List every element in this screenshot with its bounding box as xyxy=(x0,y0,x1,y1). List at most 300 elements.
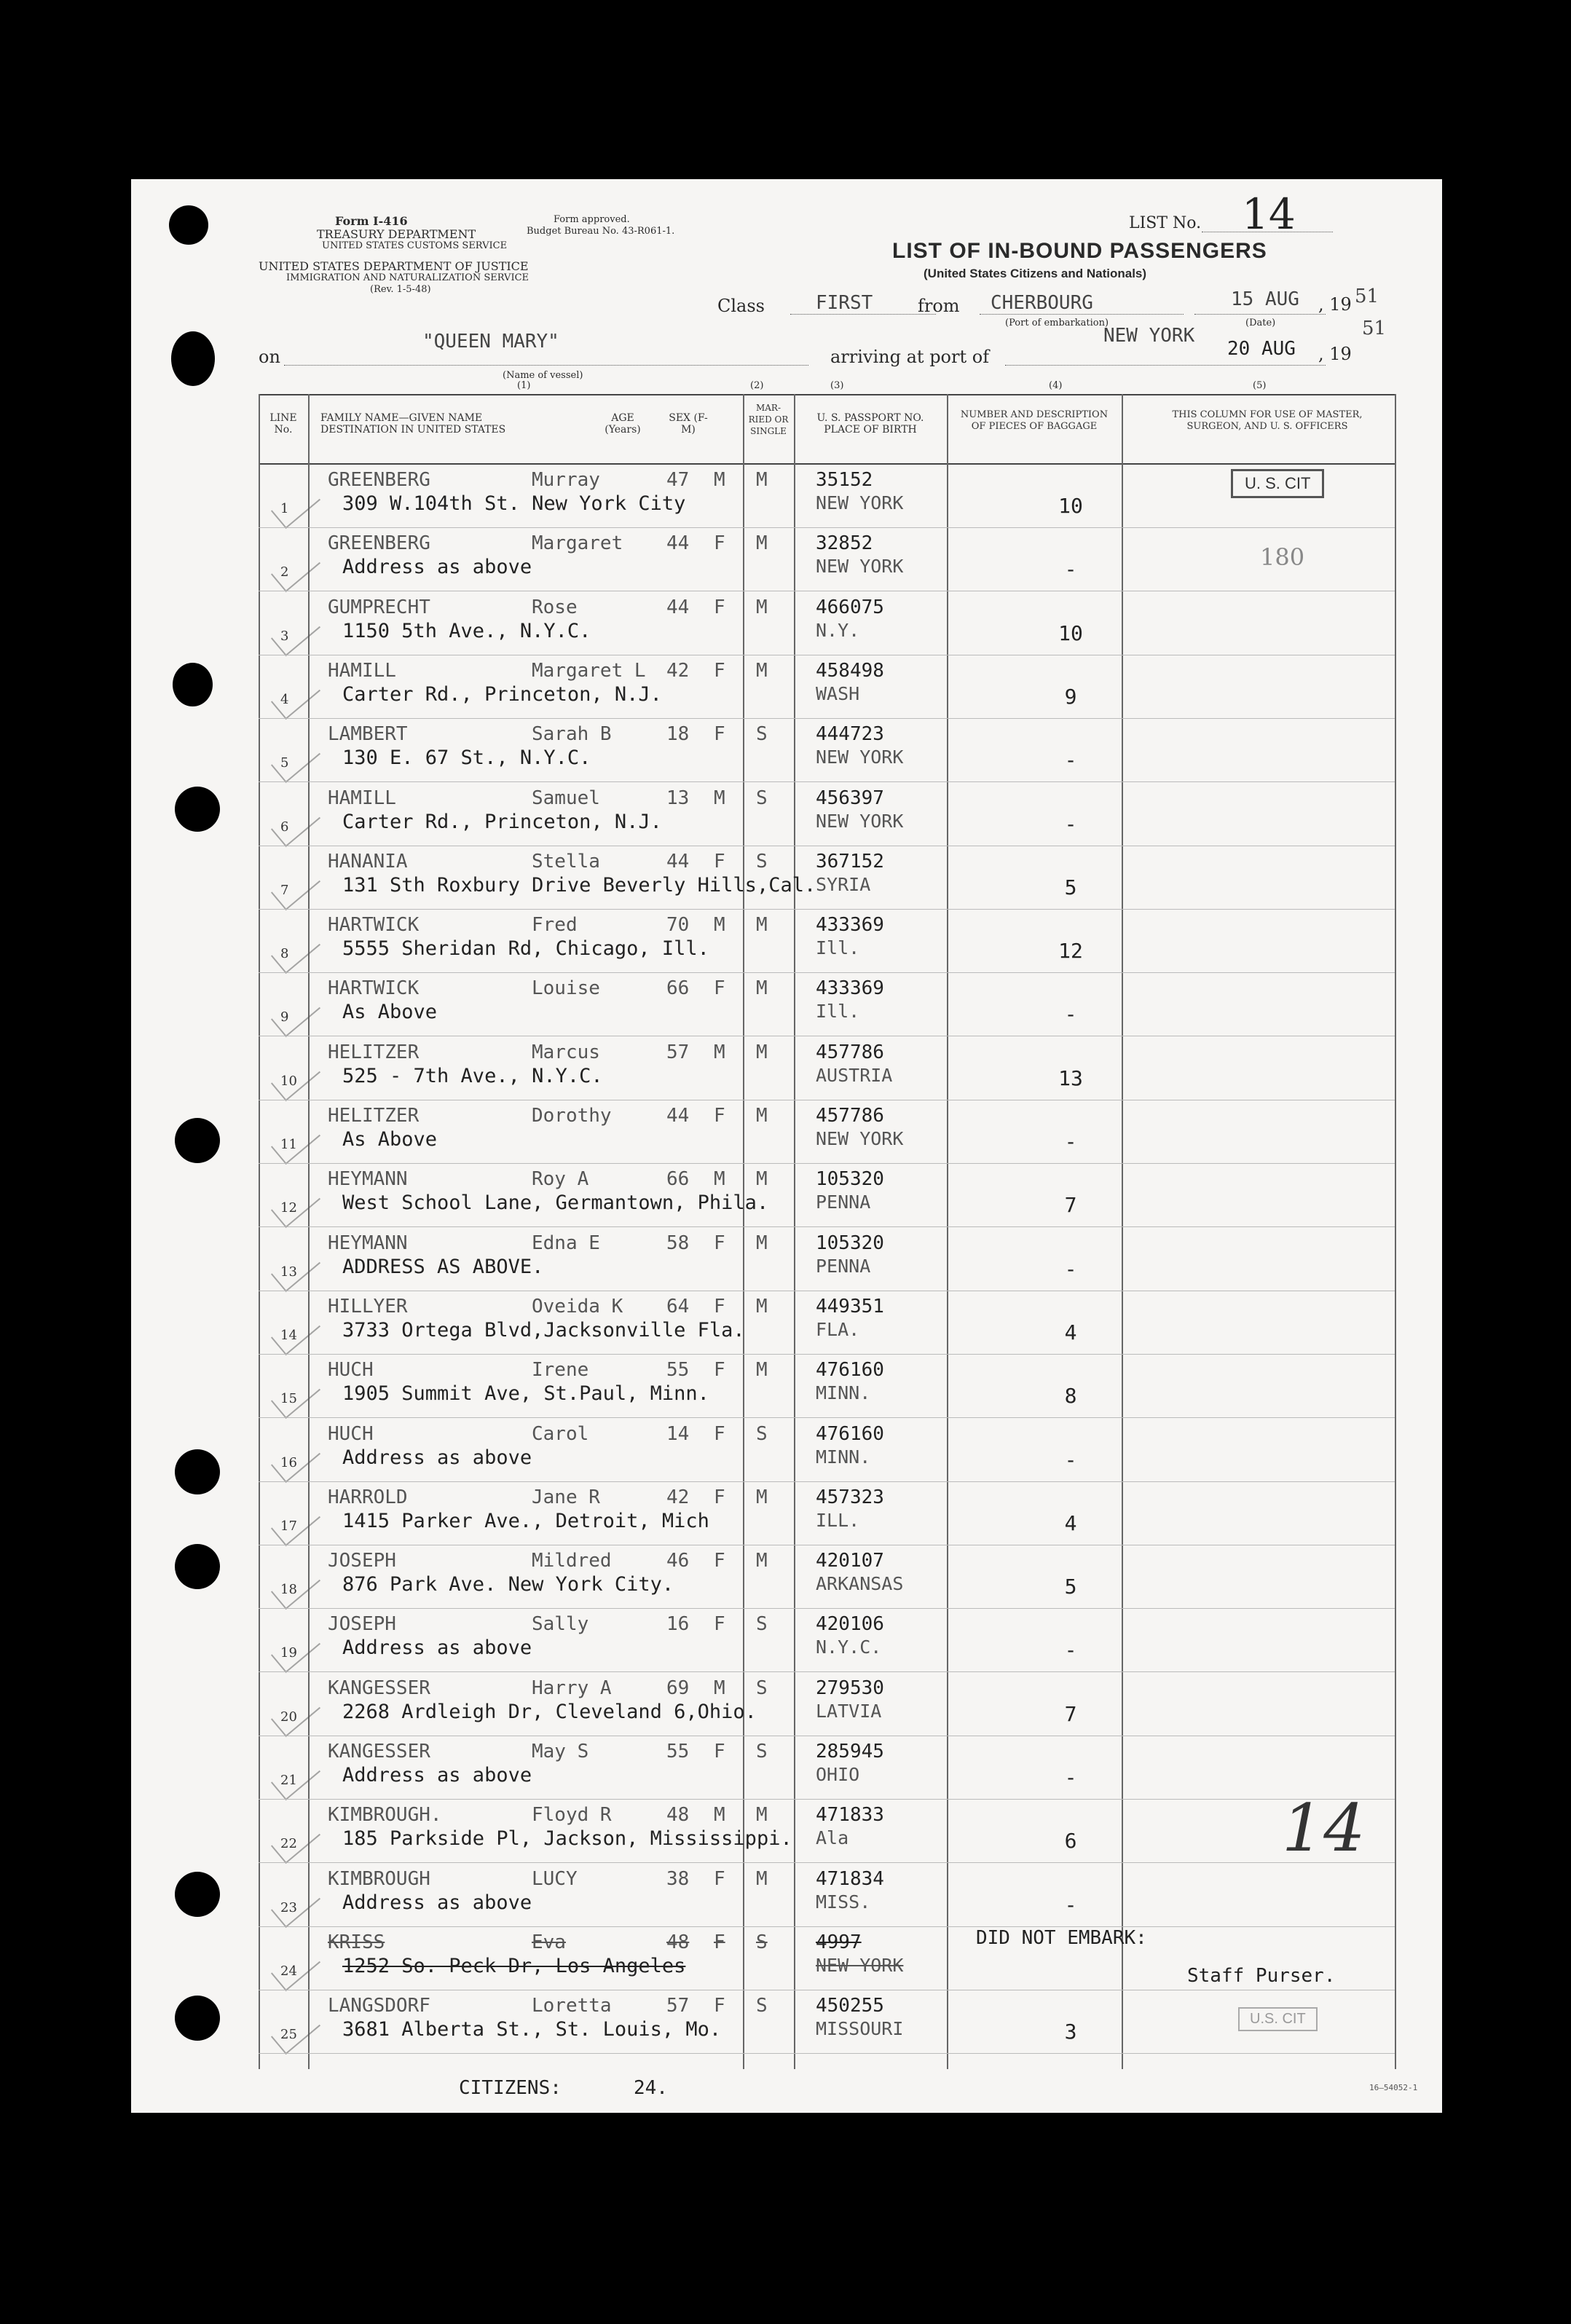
citizens-label: CITIZENS: xyxy=(459,2077,562,2099)
form-title: LIST OF IN-BOUND PASSENGERS xyxy=(892,239,1267,263)
age: 66 xyxy=(666,977,690,1000)
age: 55 xyxy=(666,1741,690,1762)
sex: M xyxy=(714,1041,725,1063)
check-mark xyxy=(271,673,320,720)
form-approved: Form approved. xyxy=(554,214,630,225)
marital-status: M xyxy=(756,1804,768,1827)
col-name: FAMILY NAME—GIVEN NAME DESTINATION IN UNITED STATES xyxy=(320,412,506,436)
sex: M xyxy=(714,787,725,809)
family-name: JOSEPH xyxy=(328,1550,396,1572)
binder-hole xyxy=(169,205,208,245)
form-number: Form I-416 xyxy=(335,214,408,228)
check-mark xyxy=(271,1754,320,1800)
family-name: HARROLD xyxy=(328,1486,408,1508)
given-name: Stella xyxy=(532,850,600,873)
line-number: 23 xyxy=(280,1899,297,1915)
list-number: 14 xyxy=(1242,189,1296,239)
passport-number: 420106 xyxy=(816,1613,884,1636)
line-number: 17 xyxy=(280,1518,297,1534)
marital-status: M xyxy=(756,1486,768,1508)
given-name: Dorothy xyxy=(532,1105,612,1127)
baggage-count: 8 xyxy=(1064,1384,1077,1409)
staff-purser: Staff Purser. xyxy=(1187,1965,1336,1987)
place-of-birth: NEW YORK xyxy=(816,556,904,578)
baggage-count: 9 xyxy=(1064,684,1077,709)
baggage-count: 10 xyxy=(1058,621,1083,645)
family-name: LANGSDORF xyxy=(328,1995,430,2017)
table-row xyxy=(131,1291,1442,1355)
line-number: 8 xyxy=(280,946,289,962)
line-number: 9 xyxy=(280,1009,289,1025)
check-mark xyxy=(271,1245,320,1291)
baggage-count: - xyxy=(1064,1130,1077,1154)
line-number: 3 xyxy=(280,628,289,644)
table-row xyxy=(131,783,1442,846)
check-mark xyxy=(271,927,320,974)
col-baggage: NUMBER AND DESCRIPTION OF PIECES OF BAGGAGE xyxy=(960,409,1109,432)
destination-address: 3733 Ortega Blvd,Jacksonville Fla. xyxy=(342,1318,745,1342)
table-row xyxy=(131,1100,1442,1164)
table-row xyxy=(131,1037,1442,1100)
line-number: 1 xyxy=(280,501,289,516)
passport-number: 35152 xyxy=(816,469,873,491)
date-arrival: 20 AUG xyxy=(1227,338,1296,360)
destination-address: 130 E. 67 St., N.Y.C. xyxy=(342,747,591,770)
passport-number: 367152 xyxy=(816,850,884,873)
table-row xyxy=(131,1164,1442,1227)
check-mark xyxy=(271,1690,320,1737)
place-of-birth: Ill. xyxy=(816,937,860,959)
year-arrival: 51 xyxy=(1362,318,1387,339)
marital-status: M xyxy=(756,1041,768,1063)
port-embarkation: CHERBOURG xyxy=(991,292,1093,314)
marital-status: M xyxy=(756,1359,768,1382)
destination-address: 5555 Sheridan Rd, Chicago, Ill. xyxy=(342,937,709,961)
family-name: GREENBERG xyxy=(328,469,430,491)
family-name: HEYMANN xyxy=(328,1232,408,1254)
customs-service: UNITED STATES CUSTOMS SERVICE xyxy=(322,240,508,251)
age: 44 xyxy=(666,850,690,873)
footer-code: 16—54052-1 xyxy=(1369,2083,1418,2092)
form-page: Form I-416 TREASURY DEPARTMENT UNITED STATES CUSTOMS SERVICE Form approved. Budget Bureau No. 43-R061-1. UNITED STATES DEPARTMENT OF JUSTICE IMMIGRATION AND NATURALIZATION SERVICE (Rev. 1-5-48) LIST No. 14 LIST OF IN-BOUND PASSENGERS (United States Citizens and Nationals) Class FIRST from CHERBOURG (Port of embarkation) 15 AUG , 19 51 (Date) on "QUEEN MARY" (Name of vessel) arriving at port of NEW YORK 20 AUG , 19 51 (1) (2) (3) (4) (5) LINE No. FAMILY NAME—GIVEN NAME DESTINATION IN UNITED STATES AGE (Years) SEX (F-M) MAR-RIED OR SINGLE U. S. PASSPORT NO. PLACE OF BIRTH NUMBER AND DESCRIPTION OF PIECES OF BAGGAGE THIS COLUMN FOR USE OF MASTER, SURGEON, AND U. S. OFFICERS U. S. CIT 180 U.S. CIT 1 GREENBERG Murray 47 M M 309 W.104th St. New York City 35152 NEW YORK 10 2 GREENBERG Margaret 44 F M Address as above 32852 NEW YORK - 3 GUMPRECHT Rose 44 F M 1150 5th Ave., N.Y.C. 466075 N.Y. 10 4 HAMILL Margaret L 42 F M Carter Rd., Princeton, N.J. 458498 WASH 9 5 LAMBERT Sarah B 18 F S 130 E. 67 St., N.Y.C. 444723 NEW YORK - 6 HAMILL Samuel 13 M S Carter Rd., Princeton, N.J. 456397 NEW YORK - 7 HANANIA Stella 44 F S 131 Sth Roxbury Drive Beverly Hills,Cal. 367152 SYRIA 5 8 HARTWICK Fred 70 M M 5555 Sheridan Rd, Chicago, Ill. 433369 Ill. 12 9 HARTWICK Louise 66 F M As Above 433369 Ill. - 10 HELITZER Marcus 57 M M 525 - 7th Ave., N.Y.C. 457786 AUSTRIA 13 11 HELITZER Dorothy 44 F M As Above 457786 NEW YORK - 12 HEYMANN Roy A 66 M M West School Lane, Germantown, Phila. 105320 PENNA 7 13 HEYMANN Edna E 58 F M ADDRESS AS ABOVE. 105320 PENNA - 14 HILLYER Oveida K 64 F M 3733 Ortega Blvd,Jacksonville Fla. 449351 FLA. 4 15 HUCH Irene 55 F M 1905 Summit Ave, St.Paul, Minn. 476160 MINN. 8 16 HUCH Carol 14 F S Address as above 476160 MINN. - 17 HARROLD Jane R 42 F M 1415 Parker Ave., Detroit, Mich 457323 ILL. 4 18 JOSEPH Mildred 46 F M 876 Park Ave. New York City. 420107 ARKANSAS 5 19 JOSEPH Sally 16 F S Address as above 420106 N.Y.C. - 20 KANGESSER Harry A 69 M S 2268 Ardleigh Dr, Cleveland 6,Ohio. 279530 LATVIA 7 21 KANGESSER May S 55 F S Address as above 285945 OHIO - 22 KIMBROUGH. Floyd R 48 M M 185 Parkside Pl, Jackson, Mississippi. 471833 Ala 6 23 KIMBROUGH LUCY 38 F M Address as above 471834 MISS. - 24 KRISS Eva 48 F S 1252 So. Peck Dr, Los Angeles 4997 NEW YORK 25 LANGSDORF Loretta 57 F S 3681 Alberta St., St. Louis, Mo. 450255 MISSOURI 3 DID NOT EMBARK: Staff Purser. CITIZENS: 24. 14 16—54052-1 xyxy=(131,179,1442,2113)
age: 57 xyxy=(666,1995,690,2017)
given-name: Jane R xyxy=(532,1486,600,1508)
line-number: 12 xyxy=(280,1200,297,1216)
age: 55 xyxy=(666,1359,690,1382)
line-number: 2 xyxy=(280,564,289,580)
line-number: 14 xyxy=(280,1327,297,1343)
sex: M xyxy=(714,1804,725,1827)
destination-address: Carter Rd., Princeton, N.J. xyxy=(342,682,662,706)
destination-address: As Above xyxy=(342,1001,438,1024)
table-row xyxy=(131,465,1442,528)
given-name: LUCY xyxy=(532,1867,578,1890)
place-of-birth: FLA. xyxy=(816,1318,860,1340)
line-number: 22 xyxy=(280,1836,297,1852)
family-name: LAMBERT xyxy=(328,723,408,746)
table-row xyxy=(131,719,1442,782)
check-mark xyxy=(271,864,320,910)
family-name: HUCH xyxy=(328,1359,374,1382)
sex: F xyxy=(714,1995,725,2017)
marital-status: M xyxy=(756,469,768,491)
check-mark xyxy=(271,1563,320,1610)
destination-address: 2268 Ardleigh Dr, Cleveland 6,Ohio. xyxy=(342,1700,757,1723)
passport-number: 457786 xyxy=(816,1041,884,1063)
port-arrival: NEW YORK xyxy=(1103,325,1195,347)
check-mark xyxy=(271,1435,320,1482)
marital-status: S xyxy=(756,1741,768,1762)
passport-number: 456397 xyxy=(816,787,884,809)
destination-address: 1415 Parker Ave., Detroit, Mich xyxy=(342,1509,709,1532)
sex: F xyxy=(714,1931,725,1953)
age: 44 xyxy=(666,1105,690,1127)
baggage-count: 7 xyxy=(1064,1701,1077,1726)
place-of-birth: WASH xyxy=(816,682,860,704)
marital-status: M xyxy=(756,659,768,682)
baggage-count: 4 xyxy=(1064,1320,1077,1344)
given-name: Marcus xyxy=(532,1041,600,1063)
marital-status: M xyxy=(756,1105,768,1127)
binder-hole xyxy=(175,1449,220,1494)
destination-address: 876 Park Ave. New York City. xyxy=(342,1573,674,1596)
family-name: HUCH xyxy=(328,1422,374,1445)
col-passport: U. S. PASSPORT NO. PLACE OF BIRTH xyxy=(816,412,924,436)
given-name: Sally xyxy=(532,1613,589,1636)
family-name: GUMPRECHT xyxy=(328,596,430,618)
check-mark xyxy=(271,990,320,1037)
baggage-count: - xyxy=(1064,1892,1077,1917)
sex: F xyxy=(714,1295,725,1317)
place-of-birth: NEW YORK xyxy=(816,1128,904,1149)
table-row xyxy=(131,1609,1442,1672)
form-subtitle: (United States Citizens and Nationals) xyxy=(924,267,1147,280)
place-of-birth: NEW YORK xyxy=(816,1954,904,1976)
passport-number: 105320 xyxy=(816,1168,884,1191)
destination-address: 525 - 7th Ave., N.Y.C. xyxy=(342,1064,603,1087)
family-name: HEYMANN xyxy=(328,1168,408,1191)
given-name: May S xyxy=(532,1741,589,1762)
place-of-birth: Ala xyxy=(816,1827,849,1849)
sex: F xyxy=(714,1486,725,1508)
sex: F xyxy=(714,977,725,1000)
passport-number: 449351 xyxy=(816,1295,884,1317)
family-name: HAMILL xyxy=(328,659,396,682)
given-name: Roy A xyxy=(532,1168,589,1191)
line-number: 18 xyxy=(280,1582,297,1598)
age: 58 xyxy=(666,1232,690,1254)
age: 64 xyxy=(666,1295,690,1317)
line-number: 7 xyxy=(280,882,289,898)
marital-status: S xyxy=(756,1931,768,1953)
family-name: HELITZER xyxy=(328,1105,420,1127)
line-number: 6 xyxy=(280,819,289,835)
family-name: HARTWICK xyxy=(328,977,420,1000)
passport-number: 105320 xyxy=(816,1232,884,1254)
treasury-dept: TREASURY DEPARTMENT xyxy=(317,227,476,241)
stamp-number: 180 xyxy=(1260,543,1305,571)
place-of-birth: PENNA xyxy=(816,1255,871,1277)
handwritten-count: 14 xyxy=(1282,1790,1366,1867)
marital-status: S xyxy=(756,1613,768,1636)
family-name: HARTWICK xyxy=(328,914,420,937)
age: 70 xyxy=(666,914,690,937)
binder-hole xyxy=(175,1544,220,1589)
age: 57 xyxy=(666,1041,690,1063)
line-number: 4 xyxy=(280,691,289,707)
check-mark xyxy=(271,1309,320,1355)
place-of-birth: N.Y.C. xyxy=(816,1636,882,1658)
baggage-count: - xyxy=(1064,557,1077,582)
family-name: KRISS xyxy=(328,1931,385,1953)
given-name: Irene xyxy=(532,1359,589,1382)
passport-number: 458498 xyxy=(816,659,884,682)
baggage-count: 7 xyxy=(1064,1193,1077,1218)
place-of-birth: NEW YORK xyxy=(816,810,904,832)
baggage-count: - xyxy=(1064,1765,1077,1789)
marital-status: M xyxy=(756,532,768,555)
sex: F xyxy=(714,1422,725,1445)
date-caption: (Date) xyxy=(1245,318,1276,328)
check-mark xyxy=(271,736,320,783)
check-mark xyxy=(271,1945,320,1991)
table-row xyxy=(131,846,1442,910)
family-name: HAMILL xyxy=(328,787,396,809)
marital-status: S xyxy=(756,850,768,873)
line-number: 5 xyxy=(280,755,289,771)
destination-address: 1252 So. Peck Dr, Los Angeles xyxy=(342,1954,686,1977)
age: 47 xyxy=(666,469,690,491)
did-not-embark: DID NOT EMBARK: xyxy=(976,1927,1147,1949)
sex: M xyxy=(714,469,725,491)
passport-number: 420107 xyxy=(816,1550,884,1572)
line-number: 15 xyxy=(280,1391,297,1407)
baggage-count: 6 xyxy=(1064,1829,1077,1854)
line-number: 13 xyxy=(280,1264,297,1280)
age: 46 xyxy=(666,1550,690,1572)
sex: F xyxy=(714,659,725,682)
baggage-count: - xyxy=(1064,1638,1077,1663)
class-label: Class xyxy=(717,296,765,316)
col-line: LINE No. xyxy=(269,412,297,436)
given-name: Loretta xyxy=(532,1995,612,2017)
table-row xyxy=(131,1673,1442,1736)
family-name: JOSEPH xyxy=(328,1613,396,1636)
age: 66 xyxy=(666,1168,690,1191)
vessel-caption: (Name of vessel) xyxy=(503,370,583,381)
check-mark xyxy=(271,1181,320,1228)
sex: F xyxy=(714,1741,725,1762)
passport-number: 433369 xyxy=(816,914,884,937)
sex: F xyxy=(714,532,725,555)
marital-status: M xyxy=(756,1295,768,1317)
age: 16 xyxy=(666,1613,690,1636)
ins-service: IMMIGRATION AND NATURALIZATION SERVICE xyxy=(286,272,529,283)
marital-status: S xyxy=(756,787,768,809)
destination-address: Address as above xyxy=(342,1764,532,1787)
destination-address: Carter Rd., Princeton, N.J. xyxy=(342,810,662,833)
given-name: Rose xyxy=(532,596,578,618)
line-number: 25 xyxy=(280,2027,297,2043)
marital-status: M xyxy=(756,1168,768,1191)
destination-address: West School Lane, Germantown, Phila. xyxy=(342,1191,769,1215)
destination-address: 131 Sth Roxbury Drive Beverly Hills,Cal. xyxy=(342,873,816,897)
age: 38 xyxy=(666,1867,690,1890)
marital-status: M xyxy=(756,1550,768,1572)
sex: F xyxy=(714,1232,725,1254)
baggage-count: 10 xyxy=(1058,494,1083,518)
family-name: HELITZER xyxy=(328,1041,420,1063)
table-row xyxy=(131,1482,1442,1545)
place-of-birth: AUSTRIA xyxy=(816,1064,893,1086)
destination-address: ADDRESS AS ABOVE. xyxy=(342,1255,544,1278)
line-number: 11 xyxy=(280,1137,297,1152)
line-number: 20 xyxy=(280,1709,297,1725)
table-row xyxy=(131,910,1442,973)
check-mark xyxy=(271,800,320,846)
binder-hole xyxy=(171,331,215,386)
check-mark xyxy=(271,1118,320,1165)
age: 44 xyxy=(666,596,690,618)
passport-number: 4997 xyxy=(816,1931,862,1953)
given-name: Margaret xyxy=(532,532,623,555)
citizens-count: 24. xyxy=(634,2077,668,2099)
col-officers: THIS COLUMN FOR USE OF MASTER, SURGEON, AND U. S. OFFICERS xyxy=(1172,409,1363,432)
given-name: Eva xyxy=(532,1931,566,1953)
passport-number: 457786 xyxy=(816,1105,884,1127)
binder-hole xyxy=(175,1872,220,1917)
given-name: Louise xyxy=(532,977,600,1000)
vessel-name: "QUEEN MARY" xyxy=(422,331,559,352)
family-name: KIMBROUGH xyxy=(328,1867,430,1890)
given-name: Samuel xyxy=(532,787,600,809)
list-no-label: LIST No. xyxy=(1129,214,1202,232)
age: 48 xyxy=(666,1931,690,1953)
check-mark xyxy=(271,2008,320,2055)
marital-status: M xyxy=(756,596,768,618)
destination-address: 185 Parkside Pl, Jackson, Mississippi. xyxy=(342,1827,792,1851)
family-name: KIMBROUGH. xyxy=(328,1804,442,1827)
date-embark: 15 AUG xyxy=(1231,288,1299,310)
destination-address: Address as above xyxy=(342,1446,532,1469)
sex: M xyxy=(714,914,725,937)
age: 69 xyxy=(666,1677,690,1699)
place-of-birth: MISS. xyxy=(816,1891,871,1913)
baggage-count: - xyxy=(1064,811,1077,836)
passport-number: 476160 xyxy=(816,1422,884,1445)
table-row xyxy=(131,1736,1442,1800)
given-name: Margaret L xyxy=(532,659,646,682)
age: 13 xyxy=(666,787,690,809)
place-of-birth: NEW YORK xyxy=(816,492,904,513)
place-of-birth: LATVIA xyxy=(816,1700,882,1722)
col-age: AGE (Years) xyxy=(605,412,641,436)
check-mark xyxy=(271,1626,320,1673)
check-mark xyxy=(271,609,320,655)
col-sex: SEX (F-M) xyxy=(669,412,708,436)
arriving-label: arriving at port of xyxy=(830,347,990,367)
baggage-count: - xyxy=(1064,1002,1077,1027)
table-row xyxy=(131,1864,1442,1927)
revision: (Rev. 1-5-48) xyxy=(370,284,431,295)
marital-status: S xyxy=(756,723,768,746)
family-name: GREENBERG xyxy=(328,532,430,555)
marital-status: M xyxy=(756,1867,768,1890)
family-name: KANGESSER xyxy=(328,1677,430,1699)
table-row xyxy=(131,592,1442,655)
family-name: HILLYER xyxy=(328,1295,408,1317)
family-name: HANANIA xyxy=(328,850,408,873)
passport-number: 32852 xyxy=(816,532,873,555)
table-row xyxy=(131,1800,1442,1863)
given-name: Edna E xyxy=(532,1232,600,1254)
table-row xyxy=(131,528,1442,591)
line-number: 21 xyxy=(280,1773,297,1788)
place-of-birth: NEW YORK xyxy=(816,747,904,768)
us-cit-stamp-2: U.S. CIT xyxy=(1238,2007,1318,2031)
sex: F xyxy=(714,850,725,873)
check-mark xyxy=(271,1372,320,1419)
marital-status: M xyxy=(756,977,768,1000)
baggage-count: 12 xyxy=(1058,939,1083,964)
age: 44 xyxy=(666,532,690,555)
passport-number: 433369 xyxy=(816,977,884,1000)
marital-status: M xyxy=(756,914,768,937)
place-of-birth: SYRIA xyxy=(816,873,871,895)
sex: M xyxy=(714,1168,725,1191)
passport-number: 279530 xyxy=(816,1677,884,1699)
given-name: Oveida K xyxy=(532,1295,623,1317)
table-row xyxy=(131,1355,1442,1418)
given-name: Sarah B xyxy=(532,723,612,746)
justice-dept: UNITED STATES DEPARTMENT OF JUSTICE xyxy=(259,259,529,273)
passport-number: 471834 xyxy=(816,1867,884,1890)
place-of-birth: MISSOURI xyxy=(816,2018,904,2040)
sex: F xyxy=(714,1550,725,1572)
baggage-count: 5 xyxy=(1064,875,1077,899)
sex: F xyxy=(714,723,725,746)
sex: F xyxy=(714,1613,725,1636)
marital-status: M xyxy=(756,1232,768,1254)
given-name: Mildred xyxy=(532,1550,612,1572)
passport-number: 476160 xyxy=(816,1359,884,1382)
destination-address: As Above xyxy=(342,1128,438,1151)
col-married: MAR-RIED OR SINGLE xyxy=(748,403,789,436)
table-row xyxy=(131,655,1442,719)
us-cit-stamp: U. S. CIT xyxy=(1231,469,1324,498)
baggage-count: 13 xyxy=(1058,1066,1083,1090)
destination-address: Address as above xyxy=(342,1891,532,1914)
sex: F xyxy=(714,596,725,618)
place-of-birth: Ill. xyxy=(816,1001,860,1023)
destination-address: Address as above xyxy=(342,556,532,579)
baggage-count: 5 xyxy=(1064,1575,1077,1599)
on-label: on xyxy=(259,347,280,367)
sex: F xyxy=(714,1105,725,1127)
destination-address: 1905 Summit Ave, St.Paul, Minn. xyxy=(342,1382,709,1406)
baggage-count: - xyxy=(1064,1447,1077,1472)
line-number: 10 xyxy=(280,1073,297,1089)
place-of-birth: MINN. xyxy=(816,1446,871,1468)
check-mark xyxy=(271,1817,320,1864)
table-row xyxy=(131,1419,1442,1482)
sex: F xyxy=(714,1359,725,1382)
table-row xyxy=(131,973,1442,1036)
table-row xyxy=(131,1228,1442,1291)
binder-hole xyxy=(175,787,220,832)
table-row xyxy=(131,1545,1442,1609)
check-mark xyxy=(271,482,320,529)
